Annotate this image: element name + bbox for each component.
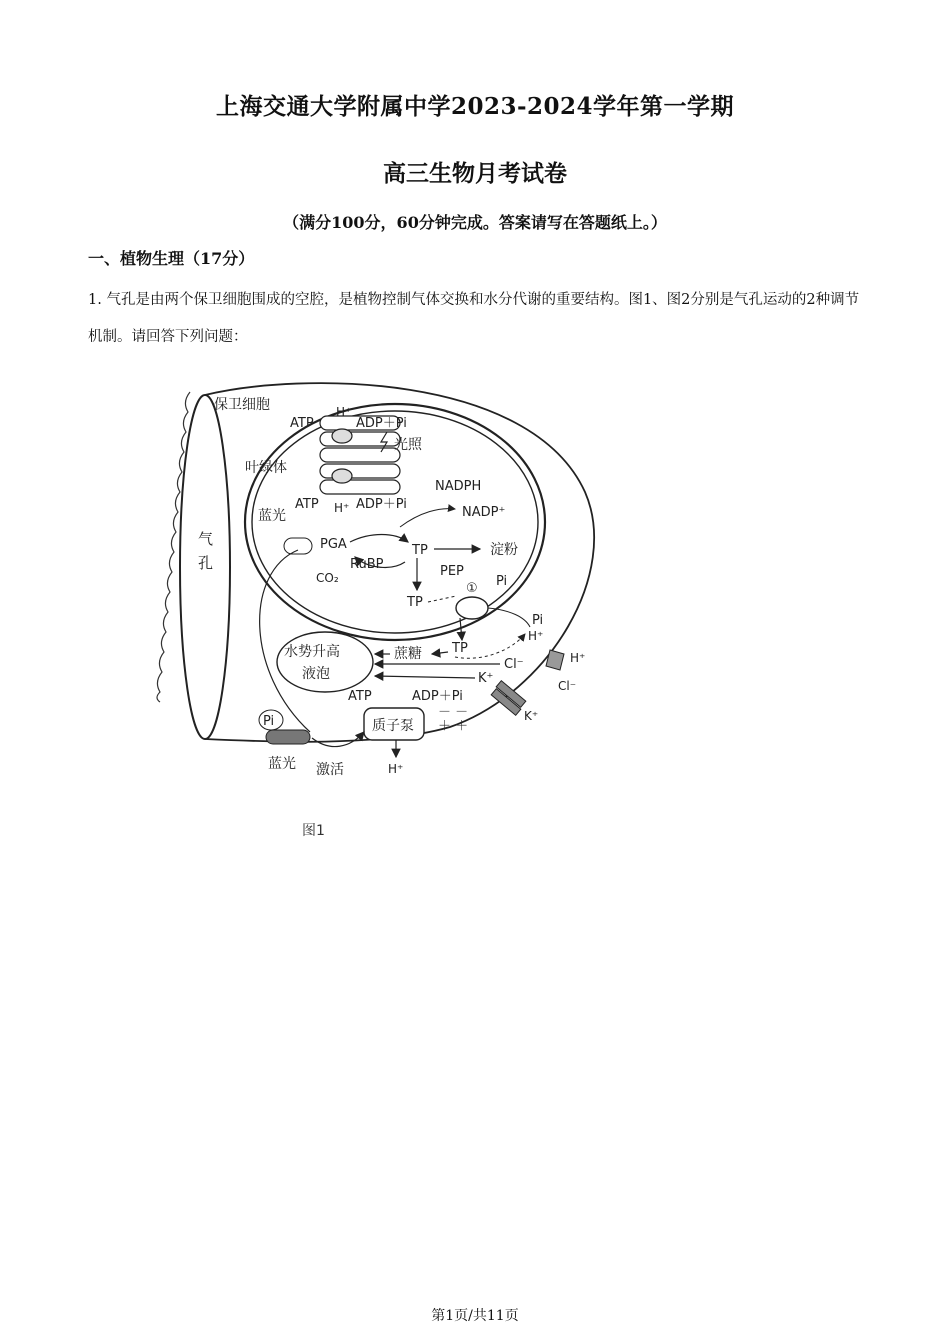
question-1-text: 1. 气孔是由两个保卫细胞围成的空腔，是植物控制气体交换和水分代谢的重要结构。图1、图2分别是气孔运动的2种调节机制。请回答下列问题：	[88, 292, 860, 345]
label-rubp: RuBP	[350, 557, 384, 572]
label-atp-pump: ATP	[348, 689, 372, 704]
figure-caption: 图1	[302, 823, 325, 839]
cl-h-cotransporter	[546, 650, 564, 670]
label-cl-out: Cl⁻	[558, 679, 577, 693]
label-pga: PGA	[320, 537, 347, 552]
vacuole	[277, 632, 373, 692]
label-vacuole: 液泡	[302, 666, 330, 682]
label-guard-cell: 保卫细胞	[214, 397, 270, 413]
label-h-channel: H⁺	[570, 651, 586, 665]
label-pi-right: Pi	[532, 613, 544, 628]
label-tp-out: TP	[407, 595, 423, 610]
section-heading: 一、植物生理（17分）	[88, 249, 255, 268]
figure-1-diagram	[150, 372, 610, 792]
label-nadph: NADPH	[435, 479, 482, 494]
label-pi-receptor: Pi	[263, 714, 275, 729]
guard-cell-diagram-svg	[150, 372, 610, 792]
label-blue-light-top: 蓝光	[258, 508, 286, 524]
label-pi-transporter: Pi	[496, 574, 508, 589]
exam-title-line2: 高三生物月考试卷	[383, 160, 567, 187]
label-co2: CO₂	[316, 571, 339, 585]
label-tp-chloroplast: TP	[412, 543, 428, 558]
k-channel	[491, 681, 526, 716]
blue-light-receptor-top	[284, 538, 312, 554]
label-atp-mid: ATP	[295, 497, 319, 512]
label-k-in: K⁺	[478, 671, 494, 686]
label-activate: 激活	[316, 762, 344, 778]
label-blue-light-bottom: 蓝光	[268, 756, 296, 772]
label-stoma-2: 孔	[198, 554, 214, 572]
label-adp-mid: ADP＋Pi	[356, 497, 407, 512]
label-atp-top: ATP	[290, 416, 314, 431]
transporter-1	[456, 597, 488, 619]
exam-instructions: （满分100分，60分钟完成。答案请写在答题纸上。）	[283, 213, 667, 232]
label-chloroplast: 叶绿体	[245, 460, 287, 476]
label-cl-in: Cl⁻	[504, 657, 524, 672]
label-pep: PEP	[440, 564, 464, 579]
label-h-right: H⁺	[528, 629, 544, 643]
label-minus: － －	[438, 705, 469, 720]
label-h-pump-out: H⁺	[388, 762, 404, 776]
label-sucrose: 蔗糖	[394, 646, 422, 662]
page-footer: 第1页/共11页	[431, 1308, 519, 1324]
label-adp-pump: ADP＋Pi	[412, 689, 463, 704]
label-stoma-1: 气	[198, 530, 214, 548]
exam-title-line1: 上海交通大学附属中学2023-2024学年第一学期	[215, 93, 735, 120]
label-k-out: K⁺	[524, 709, 539, 723]
label-adp-top: ADP＋Pi	[356, 416, 407, 431]
label-transporter-num: ①	[466, 581, 478, 596]
label-starch: 淀粉	[490, 542, 518, 558]
label-h-top: H⁺	[336, 405, 352, 419]
label-plus: ＋ ＋	[438, 719, 469, 734]
label-tp-cytosol: TP	[452, 641, 468, 656]
blue-light-receptor-bottom	[266, 730, 310, 744]
label-h-mid: H⁺	[334, 501, 350, 515]
label-vacuole-water: 水势升高	[284, 644, 340, 660]
label-nadp: NADP⁺	[462, 505, 506, 520]
label-light: 光照	[394, 437, 422, 453]
label-proton-pump: 质子泵	[372, 718, 414, 734]
stoma-wavy-edge	[157, 392, 190, 702]
